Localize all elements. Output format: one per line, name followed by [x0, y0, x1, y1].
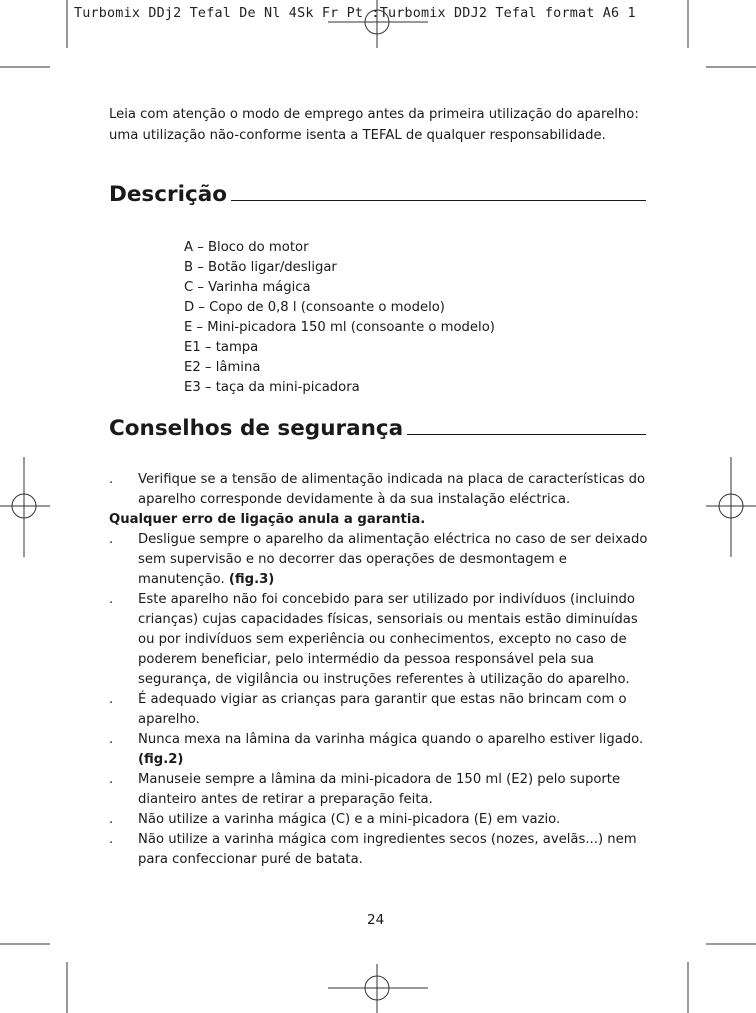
- parts-list-item: E1 – tampa: [184, 340, 259, 355]
- safety-item-text: Nunca mexa na lâmina da varinha mágica quando o aparelho estiver ligado.: [138, 732, 644, 747]
- safety-item-text: Não utilize a varinha mágica com ingredientes secos (nozes, avelãs...) nem para confeccionar puré de batata.: [138, 832, 637, 867]
- safety-item-text: Este aparelho não foi concebido para ser utilizado por indivíduos (incluindo crianças) cujas capacidades físicas, sensoriais ou mentais estão diminuídas ou por indivíduos sem experiência ou conhecimentos, excepto no caso de poderem beneficiar, pelo intermédio da pessoa responsável pela sua segurança, de vigilância ou instruções referentes à utilização do aparelho.: [138, 592, 638, 687]
- safety-item-text: Verifique se a tensão de alimentação indicada na placa de características do aparelho corresponde devidamente à da sua instalação eléctrica.: [138, 472, 646, 507]
- figure-reference: (fig.3): [228, 572, 275, 587]
- parts-list-item: B – Botão ligar/desligar: [184, 260, 337, 275]
- safety-item-text: Não utilize a varinha mágica (C) e a mini-picadora (E) em vazio.: [138, 812, 561, 827]
- safety-item: [109, 690, 654, 730]
- safety-title: Conselhos de segurança: [109, 416, 404, 441]
- description-heading: [109, 182, 646, 207]
- registration-mark-left: [0, 457, 50, 557]
- heading-rule: [231, 200, 646, 201]
- bullet-marker: .: [109, 472, 114, 487]
- parts-list-item: E – Mini-picadora 150 ml (consoante o modelo): [184, 320, 495, 335]
- parts-list: [184, 238, 495, 398]
- bullet-marker: .: [109, 832, 114, 847]
- safety-item: [109, 470, 654, 510]
- page-number: 24: [367, 912, 385, 928]
- safety-item: [109, 810, 654, 830]
- intro-paragraph: Leia com atenção o modo de emprego antes da primeira utilização do aparelho: uma utilização não-conforme isenta a TEFAL de qualquer responsabilidade.: [109, 107, 639, 143]
- safety-item: [109, 530, 654, 590]
- bullet-marker: .: [109, 772, 114, 787]
- parts-list-item: E2 – lâmina: [184, 360, 261, 375]
- bullet-marker: .: [109, 732, 114, 747]
- bullet-marker: .: [109, 692, 114, 707]
- heading-rule: [407, 434, 646, 435]
- registration-mark-right: [706, 457, 756, 557]
- safety-item-text: Desligue sempre o aparelho da alimentação eléctrica no caso de ser deixado sem supervisão e no decorrer das operações de desmontagem e manutenção.: [138, 532, 648, 587]
- safety-item: [109, 590, 654, 690]
- parts-list-item: E3 – taça da mini-picadora: [184, 380, 360, 395]
- description-title: Descrição: [109, 182, 227, 207]
- safety-item: [109, 830, 654, 870]
- safety-item: [109, 730, 654, 770]
- bullet-marker: .: [109, 592, 114, 607]
- safety-list: [109, 470, 654, 870]
- safety-heading: [109, 416, 646, 441]
- safety-item-text: É adequado vigiar as crianças para garantir que estas não brincam com o aparelho.: [138, 692, 627, 727]
- registration-mark-top: [328, 0, 428, 48]
- safety-item: [109, 770, 654, 810]
- bullet-marker: .: [109, 532, 114, 547]
- parts-list-item: D – Copo de 0,8 l (consoante o modelo): [184, 300, 445, 315]
- parts-list-item: A – Bloco do motor: [184, 240, 309, 255]
- print-slug-header: Turbomix DDj2 Tefal De Nl 4Sk Fr Pt :Turbomix DDJ2 Tefal format A6 1: [74, 6, 636, 21]
- safety-item-text: Manuseie sempre a lâmina da mini-picadora de 150 ml (E2) pelo suporte dianteiro antes de retirar a preparação feita.: [138, 772, 621, 807]
- warranty-warning: Qualquer erro de ligação anula a garantia.: [109, 512, 426, 527]
- registration-mark-bottom: [328, 964, 428, 1013]
- figure-reference: (fig.2): [138, 752, 184, 767]
- parts-list-item: C – Varinha mágica: [184, 280, 311, 295]
- bullet-marker: .: [109, 812, 114, 827]
